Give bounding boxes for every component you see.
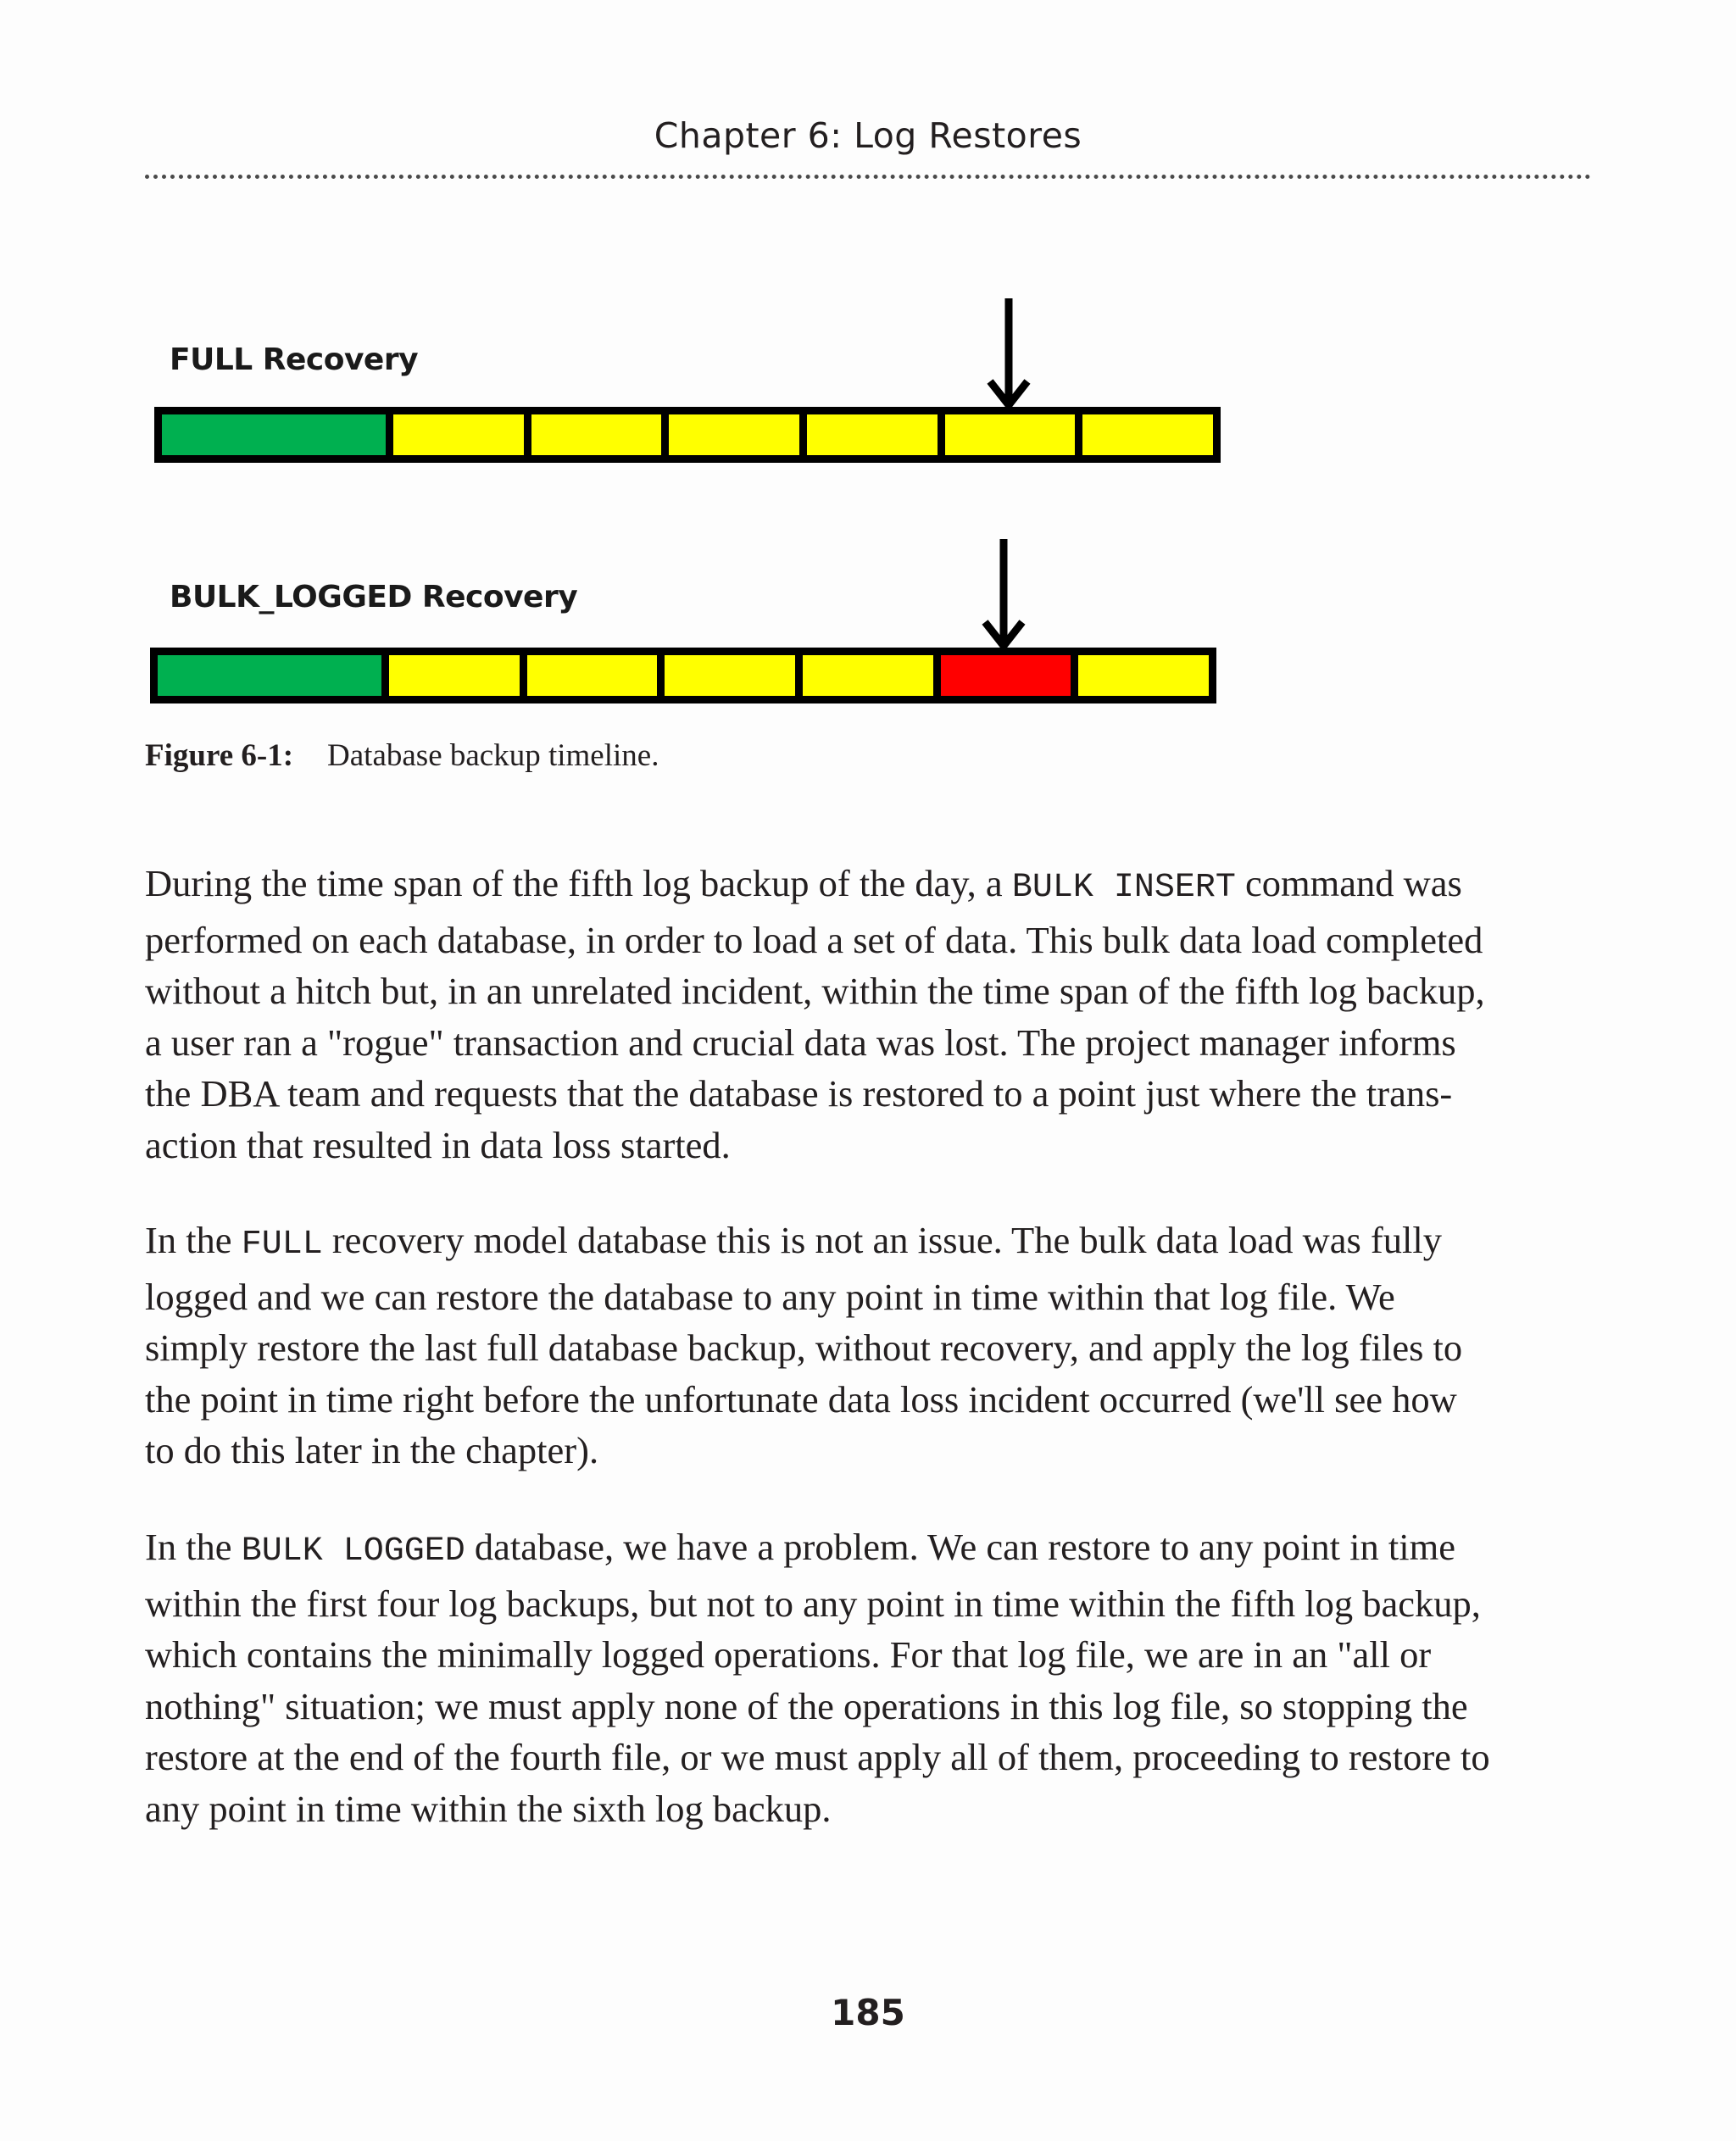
timeline-segment-log-backup-3 bbox=[669, 414, 807, 455]
paragraph-line: which contains the minimally logged operations. For that log file, we are in an "all or bbox=[145, 1633, 1432, 1676]
text-run: In the bbox=[145, 1526, 242, 1568]
paragraph-line: logged and we can restore the database to any point in time within that log file. We bbox=[145, 1275, 1395, 1318]
timeline-segment-log-backup-4 bbox=[807, 414, 945, 455]
full-recovery-timeline-bar bbox=[154, 407, 1221, 463]
figure-caption-text: Database backup timeline. bbox=[327, 738, 659, 773]
text-run: During the time span of the fifth log backup of the day, a bbox=[145, 862, 1012, 904]
text-run: database, we have a problem. We can restore to any point in time bbox=[465, 1526, 1455, 1568]
paragraph-line: nothing" situation; we must apply none of the operations in this log file, so stopping the bbox=[145, 1684, 1468, 1727]
header-dotted-rule bbox=[145, 175, 1591, 179]
paragraph-line: within the first four log backups, but not to any point in time within the fifth log backup, bbox=[145, 1582, 1481, 1625]
timeline-segment-full-backup bbox=[162, 414, 393, 455]
full-recovery-arrow-icon bbox=[983, 298, 1034, 412]
inline-code: FULL bbox=[241, 1226, 323, 1264]
bulk-logged-recovery-label: BULK_LOGGED Recovery bbox=[170, 580, 578, 614]
timeline-segment-log-backup-6 bbox=[1078, 655, 1209, 696]
inline-code: BULK INSERT bbox=[1011, 869, 1236, 907]
paragraph-line: the point in time right before the unfortunate data loss incident occurred (we'll see how bbox=[145, 1377, 1457, 1421]
bulk-logged-recovery-arrow-icon bbox=[978, 539, 1029, 653]
running-header: Chapter 6: Log Restores bbox=[654, 115, 1082, 156]
paragraph-line: the DBA team and requests that the database is restored to a point just where the trans- bbox=[145, 1072, 1453, 1115]
timeline-segment-log-backup-2 bbox=[527, 655, 665, 696]
timeline-segment-log-backup-6 bbox=[1082, 414, 1213, 455]
inline-code: BULK LOGGED bbox=[241, 1532, 465, 1571]
paragraph-line: action that resulted in data loss started. bbox=[145, 1123, 731, 1166]
bulk-logged-recovery-timeline-bar bbox=[150, 648, 1216, 703]
body-paragraph-2 bbox=[145, 1215, 1594, 1476]
paragraph-line: simply restore the last full database backup, without recovery, and apply the log files to bbox=[145, 1326, 1463, 1369]
paragraph-line: performed on each database, in order to load a set of data. This bulk data load completed bbox=[145, 918, 1483, 961]
timeline-segment-log-backup-1 bbox=[389, 655, 527, 696]
full-recovery-label: FULL Recovery bbox=[170, 342, 419, 377]
text-run: command was bbox=[1235, 862, 1462, 904]
timeline-segment-log-backup-5 bbox=[941, 655, 1079, 696]
page-number: 185 bbox=[831, 1992, 905, 2033]
timeline-segment-full-backup bbox=[158, 655, 389, 696]
paragraph-line: to do this later in the chapter). bbox=[145, 1429, 599, 1471]
paragraph-line: restore at the end of the fourth file, or we must apply all of them, proceeding to restore to bbox=[145, 1736, 1490, 1778]
paragraph-line bbox=[145, 1215, 1594, 1271]
paragraph-line bbox=[145, 1521, 1594, 1578]
paragraph-line: a user ran a "rogue" transaction and crucial data was lost. The project manager informs bbox=[145, 1020, 1456, 1064]
timeline-segment-log-backup-5 bbox=[945, 414, 1083, 455]
body-paragraph-3 bbox=[145, 1521, 1594, 1834]
figure-caption-label: Figure 6-1: bbox=[145, 738, 294, 773]
figure-caption bbox=[145, 737, 659, 774]
paragraph-line: any point in time within the sixth log backup. bbox=[145, 1787, 832, 1830]
timeline-segment-log-backup-1 bbox=[393, 414, 531, 455]
paragraph-line: without a hitch but, in an unrelated incident, within the time span of the fifth log backup, bbox=[145, 970, 1485, 1012]
paragraph-line bbox=[145, 858, 1594, 915]
timeline-segment-log-backup-4 bbox=[803, 655, 941, 696]
timeline-segment-log-backup-2 bbox=[531, 414, 670, 455]
text-run: recovery model database this is not an issue. The bulk data load was fully bbox=[322, 1219, 1442, 1261]
timeline-segment-log-backup-3 bbox=[665, 655, 803, 696]
body-paragraph-1 bbox=[145, 858, 1594, 1171]
text-run: In the bbox=[145, 1219, 242, 1261]
